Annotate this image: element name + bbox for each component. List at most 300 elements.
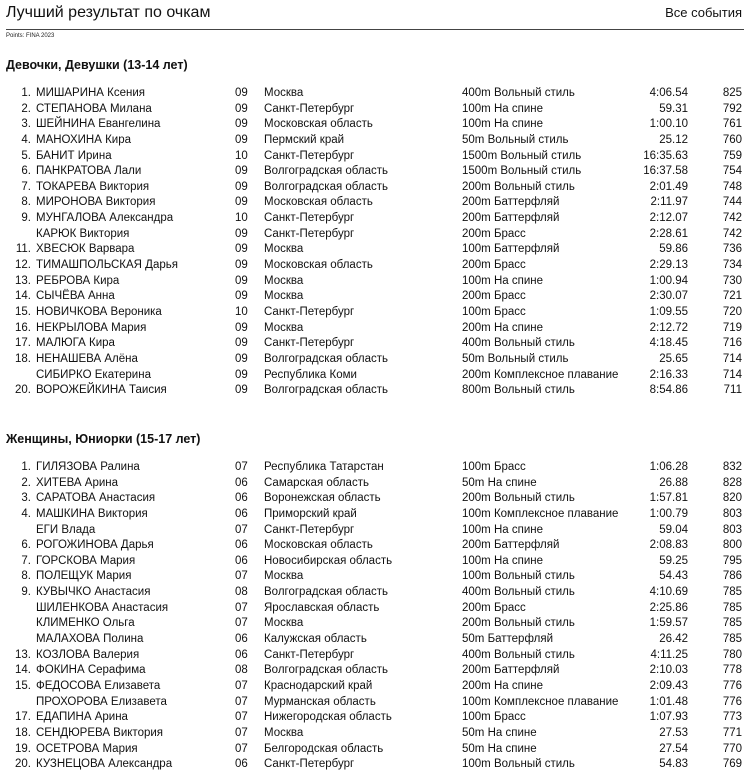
result-time: 26.42	[659, 633, 688, 646]
result-row	[0, 117, 750, 133]
birth-year: 07	[235, 742, 248, 755]
points-value: 786	[722, 570, 742, 583]
rank-cell: 13.	[15, 648, 31, 661]
result-time: 59.04	[659, 523, 688, 536]
athlete-name: ХВЕСЮК Варвара	[36, 243, 135, 256]
athlete-name: КОЗЛОВА Валерия	[36, 648, 140, 661]
athlete-name: ФЕДОСОВА Елизавета	[36, 679, 161, 692]
event: 50m На спине	[462, 476, 537, 489]
result-row	[0, 663, 750, 679]
result-row	[0, 679, 750, 695]
athlete-name: ВОРОЖЕЙКИНА Таисия	[36, 384, 167, 397]
athlete-name: НОВИЧКОВА Вероника	[36, 305, 162, 318]
event: 100m На спине	[462, 118, 544, 131]
region: Мурманская область	[264, 695, 376, 708]
region: Краснодарский край	[264, 679, 373, 692]
result-row	[0, 133, 750, 149]
result-time: 26.88	[659, 476, 688, 489]
athlete-name: ПАНКРАТОВА Лали	[36, 165, 142, 178]
result-time: 1:00.94	[649, 274, 688, 287]
result-time: 2:01.49	[649, 180, 688, 193]
result-time: 4:10.69	[649, 586, 688, 599]
athlete-name: ЕГИ Влада	[36, 523, 96, 536]
points-value: 778	[722, 664, 742, 677]
points-value: 800	[722, 539, 742, 552]
athlete-name: ОСЕТРОВА Мария	[36, 742, 138, 755]
rank-cell: 14.	[15, 290, 31, 303]
result-time: 1:00.10	[649, 118, 688, 131]
result-time: 1:06.28	[649, 461, 688, 473]
athlete-name: МАШКИНА Виктория	[36, 507, 148, 520]
points-value: 828	[722, 476, 742, 489]
birth-year: 06	[235, 554, 248, 567]
athlete-name: КЛИМЕНКО Ольга	[36, 617, 135, 630]
points-value: 716	[722, 337, 742, 350]
rank-cell: 12.	[15, 259, 31, 272]
birth-year: 10	[235, 305, 248, 318]
result-row	[0, 102, 750, 118]
athlete-name: МИШАРИНА Ксения	[36, 87, 146, 99]
result-row	[0, 321, 750, 337]
birth-year: 07	[235, 726, 248, 739]
results-list	[0, 86, 750, 399]
section-title: Девочки, Девушки (13-14 лет)	[6, 58, 188, 72]
birth-year: 07	[235, 523, 248, 536]
rank-cell: 17.	[15, 711, 31, 724]
athlete-name: МИРОНОВА Виктория	[36, 196, 156, 209]
athlete-name: НЕКРЫЛОВА Мария	[36, 321, 147, 334]
rank-cell: 15.	[15, 305, 31, 318]
result-time: 2:25.86	[649, 601, 688, 614]
points-value: 720	[722, 305, 742, 318]
result-row	[0, 336, 750, 352]
result-time: 8:54.86	[649, 384, 688, 397]
result-time: 1:59.57	[649, 617, 688, 630]
points-value: 742	[722, 227, 742, 240]
region: Москва	[264, 617, 304, 630]
result-row	[0, 710, 750, 726]
result-row	[0, 523, 750, 539]
result-row	[0, 601, 750, 617]
event: 50m Вольный стиль	[462, 133, 569, 146]
points-value: 785	[722, 601, 742, 614]
rank-cell: 6.	[21, 165, 31, 178]
region: Москва	[264, 243, 304, 256]
result-time: 59.86	[659, 243, 688, 256]
region: Санкт-Петербург	[264, 212, 355, 225]
result-time: 27.53	[659, 726, 688, 739]
points-value: 832	[722, 461, 742, 473]
points-value: 776	[722, 695, 742, 708]
birth-year: 07	[235, 601, 248, 614]
points-value: 748	[722, 180, 742, 193]
points-value: 776	[722, 679, 742, 692]
result-time: 16:37.58	[643, 165, 688, 178]
event: 200m Брасс	[462, 227, 526, 240]
region: Москва	[264, 726, 304, 739]
points-value: 820	[722, 492, 742, 505]
athlete-name: СЫЧЁВА Анна	[36, 290, 115, 303]
birth-year: 09	[235, 118, 248, 131]
event: 200m Брасс	[462, 259, 526, 272]
result-time: 2:30.07	[649, 290, 688, 303]
rank-cell: 11.	[15, 243, 31, 256]
result-time: 2:16.33	[649, 368, 688, 381]
result-row	[0, 195, 750, 211]
athlete-name: МАНОХИНА Кира	[36, 133, 132, 146]
result-row	[0, 476, 750, 492]
birth-year: 09	[235, 180, 248, 193]
birth-year: 06	[235, 492, 248, 505]
athlete-name: СЕНДЮРЕВА Виктория	[36, 726, 164, 739]
event: 50m На спине	[462, 742, 537, 755]
birth-year: 06	[235, 758, 248, 771]
birth-year: 07	[235, 461, 248, 473]
result-time: 2:11.97	[650, 196, 688, 209]
event: 100m Брасс	[462, 461, 526, 473]
result-row	[0, 227, 750, 243]
event: 400m Вольный стиль	[462, 648, 575, 661]
birth-year: 06	[235, 633, 248, 646]
result-row	[0, 258, 750, 274]
rank-cell: 4.	[21, 133, 31, 146]
result-time: 2:10.03	[649, 664, 688, 677]
event: 200m Баттерфляй	[462, 196, 560, 209]
region: Московская область	[264, 259, 373, 272]
region: Москва	[264, 87, 304, 99]
athlete-name: КУВЫЧКО Анастасия	[36, 586, 151, 599]
points-value: 792	[722, 102, 742, 115]
result-time: 4:11.25	[650, 648, 688, 661]
points-value: 785	[722, 617, 742, 630]
region: Санкт-Петербург	[264, 102, 355, 115]
birth-year: 08	[235, 664, 248, 677]
points-value: 761	[722, 118, 742, 131]
region: Московская область	[264, 196, 373, 209]
athlete-name: ЕДАПИНА Арина	[36, 711, 128, 724]
points-value: 795	[722, 554, 742, 567]
rank-cell: 2.	[21, 102, 31, 115]
region: Белгородская область	[264, 742, 384, 755]
birth-year: 06	[235, 539, 248, 552]
rank-cell: 4.	[21, 507, 31, 520]
result-time: 2:08.83	[649, 539, 688, 552]
rank-cell: 14.	[15, 664, 31, 677]
birth-year: 07	[235, 679, 248, 692]
points-value: 759	[722, 149, 742, 162]
rank-cell: 5.	[21, 149, 31, 162]
birth-year: 06	[235, 476, 248, 489]
region: Волгоградская область	[264, 384, 388, 397]
points-value: 734	[722, 259, 742, 272]
points-value: 754	[722, 165, 742, 178]
region: Московская область	[264, 118, 373, 131]
result-row	[0, 305, 750, 321]
region: Воронежская область	[264, 492, 381, 505]
result-row	[0, 695, 750, 711]
result-time: 4:06.54	[649, 87, 688, 99]
result-time: 4:18.45	[649, 337, 688, 350]
region: Республика Коми	[264, 368, 357, 381]
event: 1500m Вольный стиль	[462, 149, 582, 162]
birth-year: 09	[235, 165, 248, 178]
event: 100m Вольный стиль	[462, 570, 575, 583]
points-value: 769	[722, 758, 742, 771]
event: 200m Комплексное плавание	[462, 368, 619, 381]
results-list	[0, 460, 750, 773]
points-value: 803	[722, 507, 742, 520]
region: Волгоградская область	[264, 664, 388, 677]
birth-year: 08	[235, 586, 248, 599]
birth-year: 07	[235, 695, 248, 708]
rank-cell: 3.	[21, 492, 31, 505]
athlete-name: ТИМАШПОЛЬСКАЯ Дарья	[36, 259, 178, 272]
result-row	[0, 242, 750, 258]
region: Приморский край	[264, 507, 357, 520]
result-time: 25.65	[659, 352, 688, 365]
result-row	[0, 164, 750, 180]
result-time: 59.31	[659, 102, 688, 115]
rank-cell: 17.	[15, 337, 31, 350]
athlete-name: ТОКАРЕВА Виктория	[36, 180, 150, 193]
result-row	[0, 274, 750, 290]
result-time: 1:00.79	[649, 507, 688, 520]
athlete-name: РЕБРОВА Кира	[36, 274, 120, 287]
points-value: 744	[722, 196, 742, 209]
event: 800m Вольный стиль	[462, 384, 575, 397]
points-value: 714	[722, 352, 742, 365]
event: 200m Вольный стиль	[462, 617, 575, 630]
event: 200m Вольный стиль	[462, 180, 575, 193]
birth-year: 09	[235, 227, 248, 240]
rank-cell: 16.	[15, 321, 31, 334]
event: 50m На спине	[462, 726, 537, 739]
event: 200m Баттерфляй	[462, 664, 560, 677]
result-time: 27.54	[659, 742, 688, 755]
athlete-name: СИБИРКО Екатерина	[36, 368, 151, 381]
athlete-name: ПОЛЕЩУК Мария	[36, 570, 132, 583]
result-row	[0, 554, 750, 570]
region: Волгоградская область	[264, 180, 388, 193]
birth-year: 09	[235, 274, 248, 287]
athlete-name: НЕНАШЕВА Алёна	[36, 352, 138, 365]
points-value: 785	[722, 633, 742, 646]
rank-cell: 8.	[21, 570, 31, 583]
event: 200m На спине	[462, 321, 544, 334]
birth-year: 09	[235, 102, 248, 115]
event: 100m Брасс	[462, 305, 526, 318]
athlete-name: ПРОХОРОВА Елизавета	[36, 695, 167, 708]
result-time: 16:35.63	[643, 149, 688, 162]
result-time: 54.43	[659, 570, 688, 583]
result-time: 2:09.43	[649, 679, 688, 692]
athlete-name: СТЕПАНОВА Милана	[36, 102, 152, 115]
birth-year: 09	[235, 368, 248, 381]
rank-cell: 2.	[21, 476, 31, 489]
page-title: Лучший результат по очкам	[6, 4, 211, 21]
points-value: 714	[722, 368, 742, 381]
result-row	[0, 383, 750, 399]
result-row	[0, 491, 750, 507]
result-row	[0, 585, 750, 601]
points-value: 825	[722, 87, 742, 99]
athlete-name: ГИЛЯЗОВА Ралина	[36, 461, 140, 473]
birth-year: 09	[235, 196, 248, 209]
rank-cell: 7.	[21, 554, 31, 567]
result-row	[0, 757, 750, 773]
birth-year: 07	[235, 570, 248, 583]
result-row	[0, 507, 750, 523]
event: 100m На спине	[462, 274, 544, 287]
rank-cell: 9.	[21, 212, 31, 225]
points-value: 742	[722, 212, 742, 225]
result-row	[0, 352, 750, 368]
rank-cell: 13.	[15, 274, 31, 287]
event: 200m Брасс	[462, 290, 526, 303]
athlete-name: МУНГАЛОВА Александра	[36, 212, 174, 225]
points-value: 760	[722, 133, 742, 146]
birth-year: 10	[235, 212, 248, 225]
birth-year: 09	[235, 321, 248, 334]
region: Волгоградская область	[264, 165, 388, 178]
result-time: 2:29.13	[649, 259, 688, 272]
athlete-name: ФОКИНА Серафима	[36, 664, 146, 677]
rank-cell: 19.	[15, 742, 31, 755]
event: 100m Брасс	[462, 711, 526, 724]
region: Новосибирская область	[264, 554, 393, 567]
region: Москва	[264, 274, 304, 287]
region: Московская область	[264, 539, 373, 552]
event: 100m Баттерфляй	[462, 243, 560, 256]
event: 50m Вольный стиль	[462, 352, 569, 365]
birth-year: 09	[235, 133, 248, 146]
event: 50m Баттерфляй	[462, 633, 554, 646]
result-row	[0, 726, 750, 742]
rank-cell: 3.	[21, 118, 31, 131]
result-time: 1:09.55	[649, 305, 688, 318]
result-time: 2:12.07	[649, 212, 688, 225]
result-time: 1:01.48	[649, 695, 688, 708]
region: Республика Татарстан	[264, 461, 384, 473]
result-row	[0, 368, 750, 384]
points-value: 771	[722, 726, 742, 739]
athlete-name: КАРЮК Виктория	[36, 227, 130, 240]
points-value: 785	[722, 586, 742, 599]
region: Санкт-Петербург	[264, 149, 355, 162]
event: 1500m Вольный стиль	[462, 165, 582, 178]
points-value: 780	[722, 648, 742, 661]
points-value: 721	[722, 290, 742, 303]
section-title: Женщины, Юниорки (15-17 лет)	[6, 432, 201, 446]
athlete-name: КУЗНЕЦОВА Александра	[36, 758, 173, 771]
event: 400m Вольный стиль	[462, 337, 575, 350]
event: 200m Баттерфляй	[462, 212, 560, 225]
birth-year: 09	[235, 352, 248, 365]
points-note: Points: FINA 2023	[6, 33, 55, 39]
event: 200m Вольный стиль	[462, 492, 575, 505]
birth-year: 09	[235, 243, 248, 256]
rank-cell: 20.	[15, 758, 31, 771]
points-value: 719	[722, 321, 742, 334]
event: 100m На спине	[462, 523, 544, 536]
result-row	[0, 289, 750, 305]
athlete-name: БАНИТ Ирина	[36, 149, 112, 162]
region: Нижегородская область	[264, 711, 392, 724]
event: 400m Вольный стиль	[462, 87, 575, 99]
athlete-name: ШИЛЕНКОВА Анастасия	[36, 601, 169, 614]
result-row	[0, 211, 750, 227]
page-header	[0, 0, 750, 30]
rank-cell: 15.	[15, 679, 31, 692]
athlete-name: МАЛЮГА Кира	[36, 337, 115, 350]
rank-cell: 18.	[15, 352, 31, 365]
region: Ярославская область	[264, 601, 380, 614]
rank-cell: 1.	[21, 87, 31, 99]
result-row	[0, 86, 750, 102]
result-row	[0, 149, 750, 165]
athlete-name: МАЛАХОВА Полина	[36, 633, 144, 646]
athlete-name: ГОРСКОВА Мария	[36, 554, 136, 567]
region: Санкт-Петербург	[264, 337, 355, 350]
points-value: 773	[722, 711, 742, 724]
event: 100m Вольный стиль	[462, 758, 575, 771]
region: Волгоградская область	[264, 352, 388, 365]
all-events-link[interactable]: Все события	[665, 5, 742, 20]
result-time: 59.25	[659, 554, 688, 567]
result-time: 25.12	[659, 133, 688, 146]
header-divider	[6, 29, 744, 30]
region: Санкт-Петербург	[264, 305, 355, 318]
birth-year: 09	[235, 259, 248, 272]
region: Самарская область	[264, 476, 369, 489]
rank-cell: 9.	[21, 586, 31, 599]
birth-year: 09	[235, 290, 248, 303]
region: Москва	[264, 290, 304, 303]
event: 400m Вольный стиль	[462, 586, 575, 599]
points-value: 730	[722, 274, 742, 287]
birth-year: 06	[235, 507, 248, 520]
result-time: 1:57.81	[649, 492, 688, 505]
result-row	[0, 632, 750, 648]
points-value: 803	[722, 523, 742, 536]
region: Санкт-Петербург	[264, 523, 355, 536]
result-row	[0, 569, 750, 585]
region: Пермский край	[264, 133, 345, 146]
result-row	[0, 460, 750, 476]
result-row	[0, 180, 750, 196]
event: 100m На спине	[462, 554, 544, 567]
event: 100m Комплексное плавание	[462, 695, 619, 708]
birth-year: 09	[235, 87, 248, 99]
birth-year: 07	[235, 711, 248, 724]
athlete-name: РОГОЖИНОВА Дарья	[36, 539, 154, 552]
athlete-name: ШЕЙНИНА Евангелина	[36, 118, 161, 131]
athlete-name: САРАТОВА Анастасия	[36, 492, 156, 505]
region: Санкт-Петербург	[264, 227, 355, 240]
rank-cell: 1.	[21, 461, 31, 473]
rank-cell: 18.	[15, 726, 31, 739]
athlete-name: ХИТЕВА Арина	[36, 476, 119, 489]
region: Калужская область	[264, 633, 367, 646]
birth-year: 09	[235, 337, 248, 350]
points-value: 736	[722, 243, 742, 256]
result-row	[0, 648, 750, 664]
points-value: 711	[723, 384, 742, 397]
region: Москва	[264, 570, 304, 583]
event: 100m На спине	[462, 102, 544, 115]
region: Санкт-Петербург	[264, 758, 355, 771]
result-time: 2:12.72	[649, 321, 688, 334]
